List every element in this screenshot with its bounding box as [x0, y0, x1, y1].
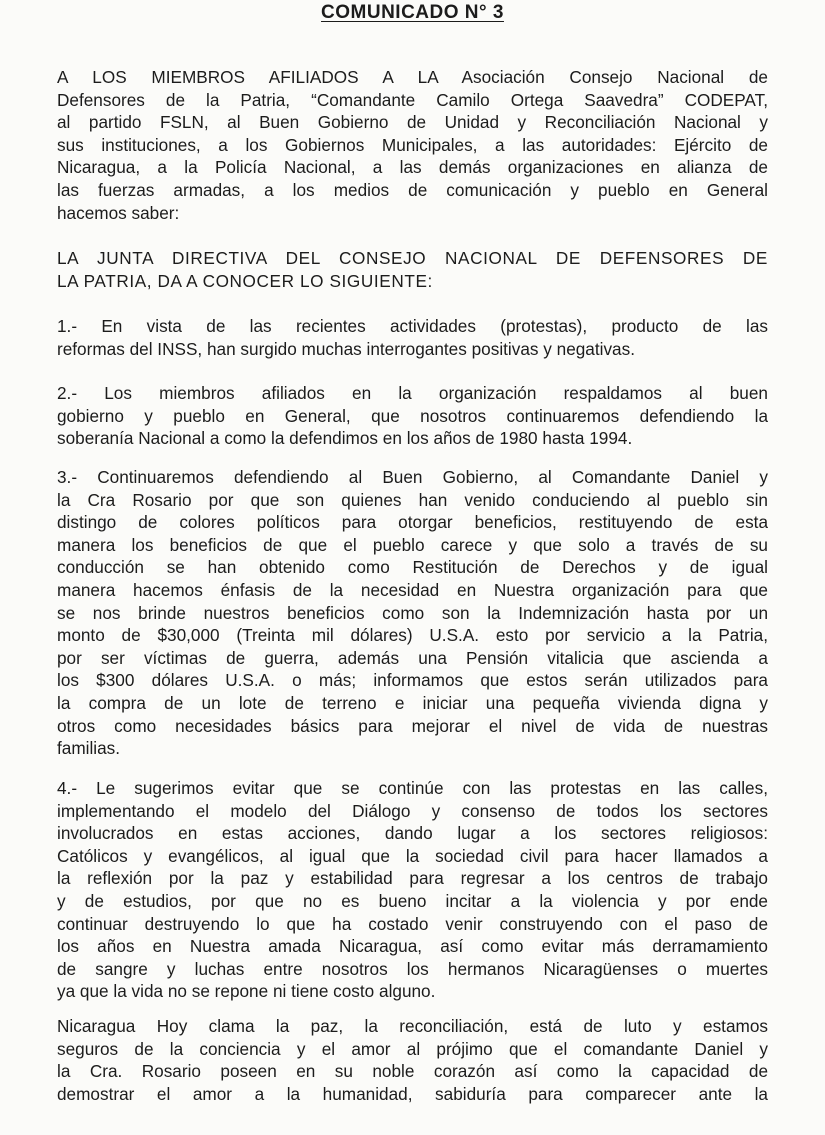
text-line: por ser víctimas de guerra, además una Pensión vitalicia que ascienda a — [57, 647, 768, 668]
text-line: reformas del INSS, han surgido muchas interrogantes positivas y negativas. — [57, 338, 635, 359]
text-line: las fuerzas armadas, a los medios de comunicación y pueblo en General — [57, 179, 768, 200]
text-line: otros como necesidades básics para mejorar el nivel de vida de nuestras — [57, 715, 768, 736]
document-title — [0, 2, 825, 24]
text-line: hacemos saber: — [57, 202, 180, 223]
text-line: 3.- Continuaremos defendiendo al Buen Gobierno, al Comandante Daniel y — [57, 467, 768, 487]
text-line: seguros de la conciencia y el amor al prójimo que el comandante Daniel y — [57, 1038, 768, 1059]
text-line: A LOS MIEMBROS AFILIADOS A LA Asociación Consejo Nacional de — [57, 67, 768, 87]
text-line: gobierno y pueblo en General, que nosotros continuaremos defendiendo la — [57, 405, 768, 426]
intro-paragraph — [57, 66, 768, 224]
text-line: la reflexión por la paz y estabilidad para regresar a los centros de trabajo — [57, 868, 768, 889]
text-line: ya que la vida no se repone ni tiene costo alguno. — [57, 981, 436, 1002]
text-line: manera los beneficios de que el pueblo carece y que solo a través de su — [57, 534, 768, 555]
text-line: y de estudios, por que no es bueno incitar a la violencia y por ende — [57, 890, 768, 911]
text-line: Nicaragua Hoy clama la paz, la reconciliación, está de luto y estamos — [57, 1016, 768, 1036]
text-line: conducción se han obtenido como Restitución de Derechos y de igual — [57, 557, 768, 578]
text-line: Nicaragua, a la Policía Nacional, a las demás organizaciones en alianza de — [57, 157, 768, 178]
paragraph-2 — [57, 382, 768, 450]
text-line: familias. — [57, 738, 121, 759]
text-line: 1.- En vista de las recientes actividades (protestas), producto de las — [57, 316, 768, 336]
text-line: LA JUNTA DIRECTIVA DEL CONSEJO NACIONAL DE DEFENSORES DE — [57, 248, 768, 268]
paragraph-5 — [57, 1015, 768, 1105]
text-line: involucrados en estas acciones, dando lugar a los sectores religiosos: — [57, 823, 768, 844]
text-line: Defensores de la Patria, “Comandante Camilo Ortega Saavedra” CODEPAT, — [57, 89, 768, 110]
text-line: implementando el modelo del Diálogo y consenso de todos los sectores — [57, 800, 768, 821]
text-line: Católicos y evangélicos, al igual que la sociedad civil para hacer llamados a — [57, 845, 768, 866]
text-line: los $300 dólares U.S.A. o más; informamos que estos serán utilizados para — [57, 670, 768, 691]
text-line: al partido FSLN, al Buen Gobierno de Unidad y Reconciliación Nacional y — [57, 112, 768, 133]
text-line: 4.- Le sugerimos evitar que se continúe con las protestas en las calles, — [57, 778, 768, 798]
text-line: se nos brinde nuestros beneficios como son la Indemnización hasta por un — [57, 602, 768, 623]
paragraph-3 — [57, 466, 768, 760]
text-line: demostrar el amor a la humanidad, sabiduría para comparecer ante la — [57, 1083, 768, 1104]
text-line: la Cra. Rosario poseen en su noble corazón así como la capacidad de — [57, 1061, 768, 1082]
text-line: LA PATRIA, DA A CONOCER LO SIGUIENTE: — [57, 270, 433, 291]
text-line: 2.- Los miembros afiliados en la organización respaldamos al buen — [57, 383, 768, 403]
text-line: la Cra Rosario por que son quienes han venido conduciendo al pueblo sin — [57, 489, 768, 510]
text-line: soberanía Nacional a como la defendimos en los años de 1980 hasta 1994. — [57, 428, 633, 449]
text-line: continuar destruyendo lo que ha costado venir construyendo con el paso de — [57, 913, 768, 934]
paragraph-4 — [57, 777, 768, 1003]
heading-paragraph — [57, 247, 768, 292]
text-line: manera hacemos énfasis de la necesidad en Nuestra organización para que — [57, 579, 768, 600]
text-line: de sangre y luchas entre nosotros los hermanos Nicaragüenses o muertes — [57, 958, 768, 979]
text-line: la compra de un lote de terreno e iniciar una pequeña vivienda digna y — [57, 692, 768, 713]
text-line: distingo de colores políticos para otorgar beneficios, restituyendo de esta — [57, 512, 768, 533]
paragraph-1 — [57, 315, 768, 360]
text-line: sus instituciones, a los Gobiernos Municipales, a las autoridades: Ejército de — [57, 134, 768, 155]
text-line: monto de $30,000 (Treinta mil dólares) U.S.A. esto por servicio a la Patria, — [57, 625, 768, 646]
document-title-text: COMUNICADO N° 3 — [321, 2, 504, 23]
text-line: los años en Nuestra amada Nicaragua, así como evitar más derramamiento — [57, 936, 768, 957]
